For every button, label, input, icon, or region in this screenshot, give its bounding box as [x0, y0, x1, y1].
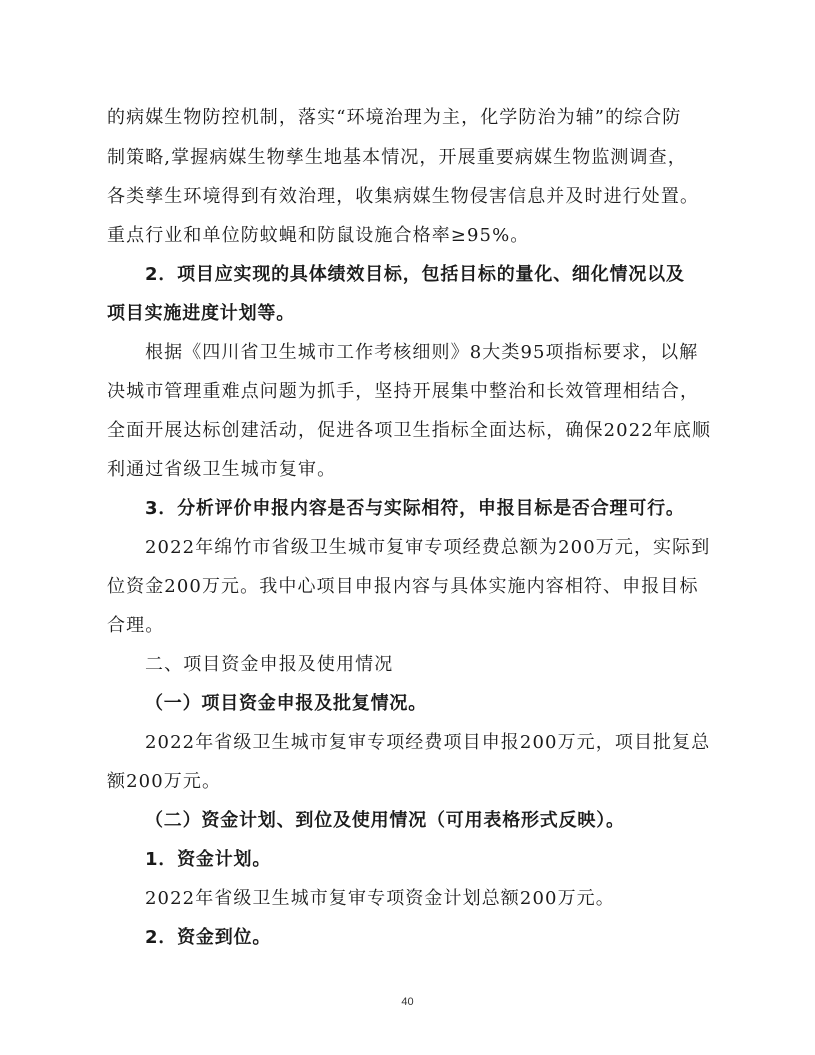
body-text-line: 根据《四川省卫生城市工作考核细则》8大类95项指标要求，以解 — [145, 342, 699, 363]
section-heading: 3．分析评价申报内容是否与实际相符，申报目标是否合理可行。 — [145, 498, 685, 519]
body-text-line: 额200万元。 — [107, 771, 222, 792]
body-text-line: 2022年省级卫生城市复审专项经费项目申报200万元，项目批复总 — [145, 732, 711, 753]
body-text-line: 决城市管理重难点问题为抓手，坚持开展集中整治和长效管理相结合， — [107, 381, 700, 402]
body-text-line: 制策略,掌握病媒生物孳生地基本情况，开展重要病媒生物监测调查， — [107, 147, 687, 168]
body-text-line: 各类孳生环境得到有效治理，收集病媒生物侵害信息并及时进行处置。 — [107, 186, 700, 207]
body-text-line: 2022年省级卫生城市复审专项资金计划总额200万元。 — [145, 888, 615, 909]
body-text-line: 合理。 — [107, 615, 165, 636]
body-text-line: 位资金200万元。我中心项目申报内容与具体实施内容相符、申报目标 — [107, 576, 699, 597]
body-text-line: 重点行业和单位防蚊蝇和防鼠设施合格率≥95%。 — [107, 225, 530, 246]
section-heading: 2．项目应实现的具体绩效目标，包括目标的量化、细化情况以及 — [145, 264, 685, 285]
body-text-line: 利通过省级卫生城市复审。 — [107, 459, 337, 480]
subsection-heading: 1．资金计划。 — [145, 849, 272, 870]
section-heading: （一）项目资金申报及批复情况。 — [145, 693, 427, 714]
section-heading: （二）资金计划、到位及使用情况（可用表格形式反映）。 — [145, 810, 625, 831]
page-number: 40 — [401, 996, 414, 1008]
body-text-line: 2022年绵竹市省级卫生城市复审专项经费总额为200万元，实际到 — [145, 537, 711, 558]
body-text-line: 全面开展达标创建活动，促进各项卫生指标全面达标，确保2022年底顺 — [107, 420, 712, 441]
section-heading: 项目实施进度计划等。 — [107, 303, 295, 324]
chapter-heading: 二、项目资金申报及使用情况 — [145, 654, 394, 675]
subsection-heading: 2．资金到位。 — [145, 927, 272, 948]
body-text-line: 的病媒生物防控机制，落实“环境治理为主，化学防治为辅”的综合防 — [107, 107, 682, 128]
